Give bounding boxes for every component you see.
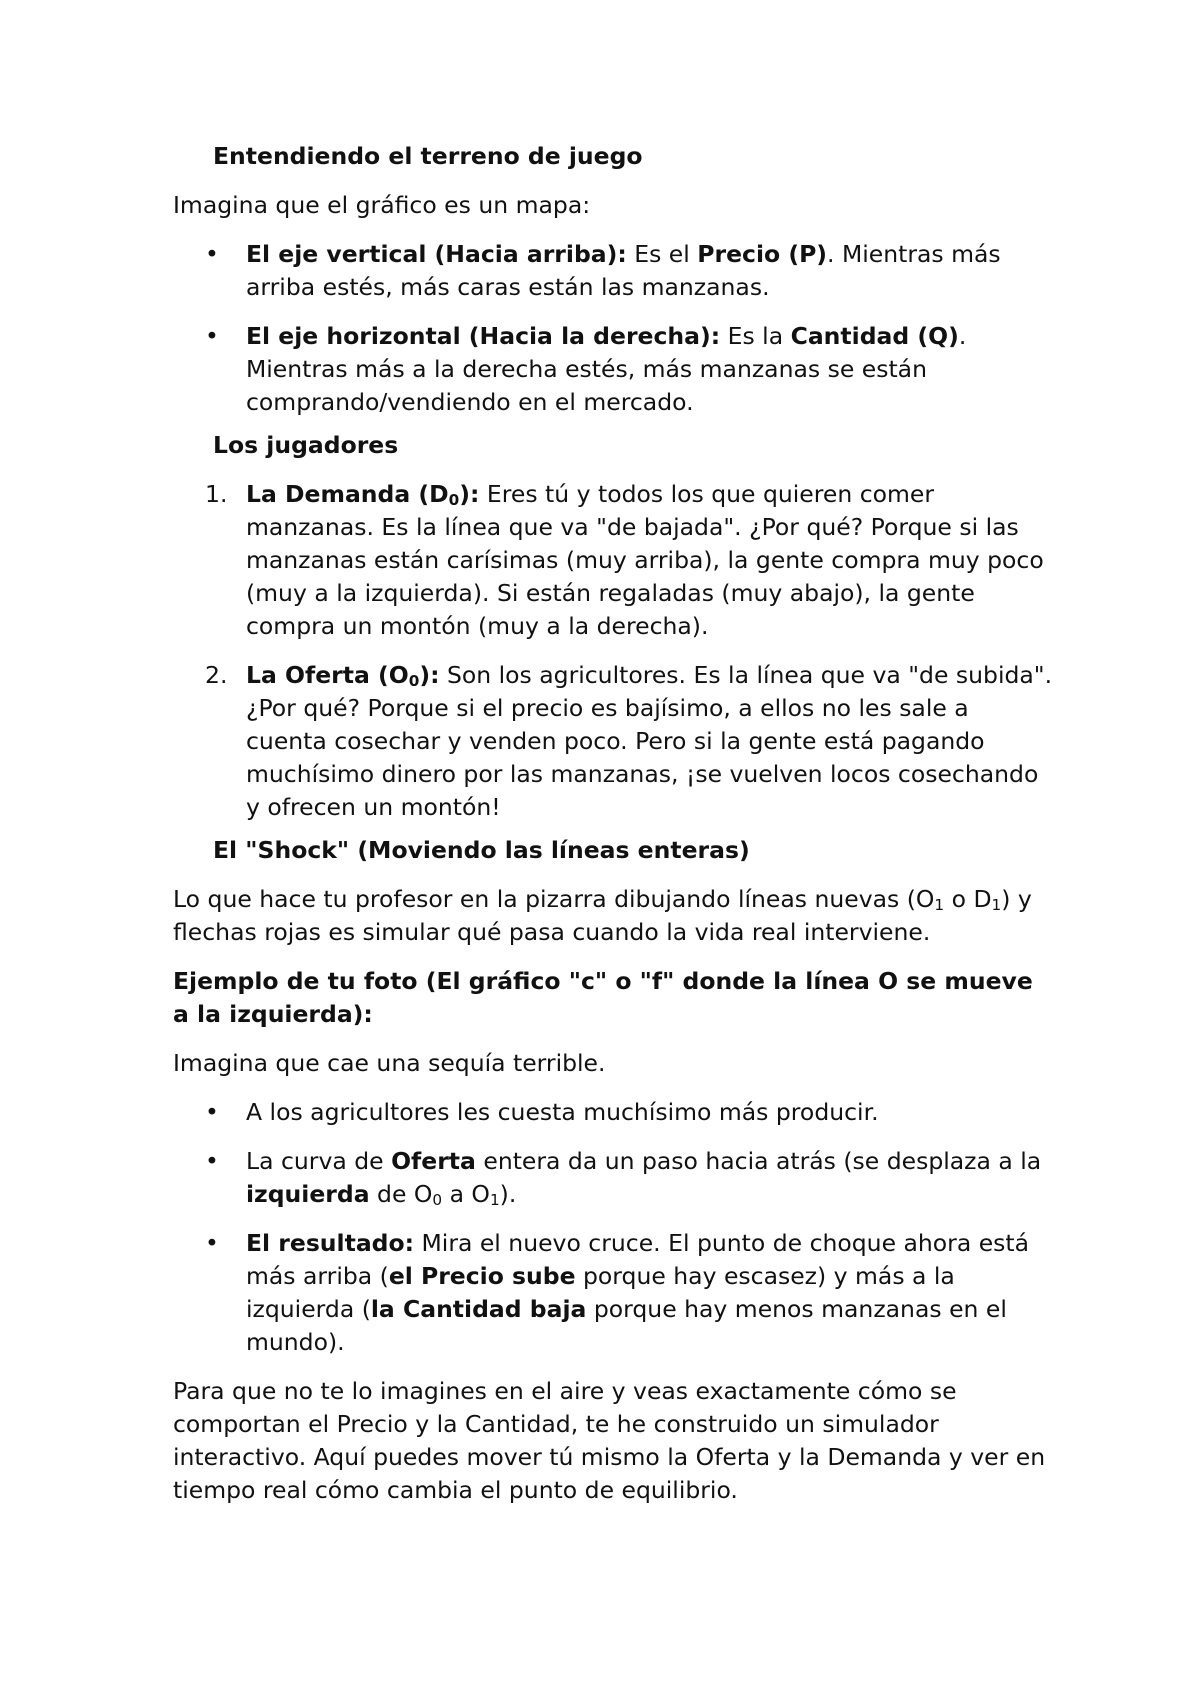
list-item-producir: • A los agricultores les cuesta muchísimo más producir.	[173, 1096, 1053, 1129]
section-heading-terreno: Entendiendo el terreno de juego	[213, 142, 643, 170]
list-item-oferta: 2. La Oferta $(O_0)$: Son los agricultores. Es la línea que va "de subida". ¿Por qué? Porque si el precio es bajísimo, a ellos no les sale a cuenta cosechar y venden poco. Pero si la gente está pagando muchísimo dinero por las manzanas, ¡se vuelven locos cosechando y ofrecen un montón!	[205, 661, 1053, 821]
list-number: 2.	[205, 661, 228, 689]
list-item-vertical-axis: • El eje vertical (Hacia arriba): Es el Precio (P). Mientras más arriba estés, más caras están las manzanas.	[205, 240, 1001, 301]
bullet-lead: El eje horizontal (Hacia la derecha):	[246, 322, 721, 350]
section-heading-jugadores: Los jugadores	[213, 431, 399, 459]
list-number: 1.	[205, 480, 228, 508]
example-heading: Ejemplo de tu foto (El gráfico "c" o "f" donde la línea O se mueve a la izquierda):	[173, 967, 1033, 1028]
list-item-horizontal-axis: • El eje horizontal (Hacia la derecha): Es la Cantidad (Q). Mientras más a la derecha estés, más manzanas se están comprando/vendiendo en el mercado.	[205, 322, 967, 416]
bullet-dot-icon: •	[205, 240, 219, 268]
bullet-lead: El eje vertical (Hacia arriba):	[246, 240, 627, 268]
players-numbered-list	[173, 478, 1053, 824]
example-intro: Imagina que cae una sequía terrible.	[173, 1049, 606, 1077]
list-item-curva-oferta: • La curva de Oferta entera da un paso hacia atrás (se desplaza a la izquierda de $O_0$ a $O_1$).	[205, 1147, 1042, 1210]
axes-bullet-list	[173, 238, 1053, 419]
bullet-dot-icon: •	[205, 1147, 219, 1175]
document-body	[173, 140, 1053, 1507]
bullet-dot-icon: •	[205, 322, 219, 350]
closing-paragraph: Para que no te lo imagines en el aire y veas exactamente cómo se comportan el Precio y la Cantidad, te he construido un simulador interactivo. Aquí puedes mover tú mismo la Oferta y la Demanda y ver en tiempo real cómo cambia el punto de equilibrio.	[173, 1377, 1046, 1504]
example-bullet-list	[173, 1096, 1053, 1359]
intro-paragraph: Imagina que el gráfico es un mapa:	[173, 191, 591, 219]
shock-paragraph: Lo que hace tu profesor en la pizarra dibujando líneas nuevas ($O_1$ o $D_1$) y flechas rojas es simular qué pasa cuando la vida real interviene.	[173, 885, 1032, 946]
list-item-demanda: 1. La Demanda $(D_0)$: Eres tú y todos los que quieren comer manzanas. Es la línea que va "de bajada". ¿Por qué? Porque si las manzanas están carísimas (muy arriba), la gente compra muy poco (muy a la izquierda). Si están regaladas (muy abajo), la gente compra un montón (muy a la derecha).	[205, 480, 1044, 640]
bullet-dot-icon: •	[205, 1229, 219, 1257]
list-item-resultado: • El resultado: Mira el nuevo cruce. El punto de choque ahora está más arriba (el Precio sube porque hay escasez) y más a la izquierda (la Cantidad baja porque hay menos manzanas en el mundo).	[205, 1229, 1030, 1356]
section-heading-shock: El "Shock" (Moviendo las líneas enteras)	[213, 836, 750, 864]
bullet-dot-icon: •	[205, 1098, 219, 1126]
